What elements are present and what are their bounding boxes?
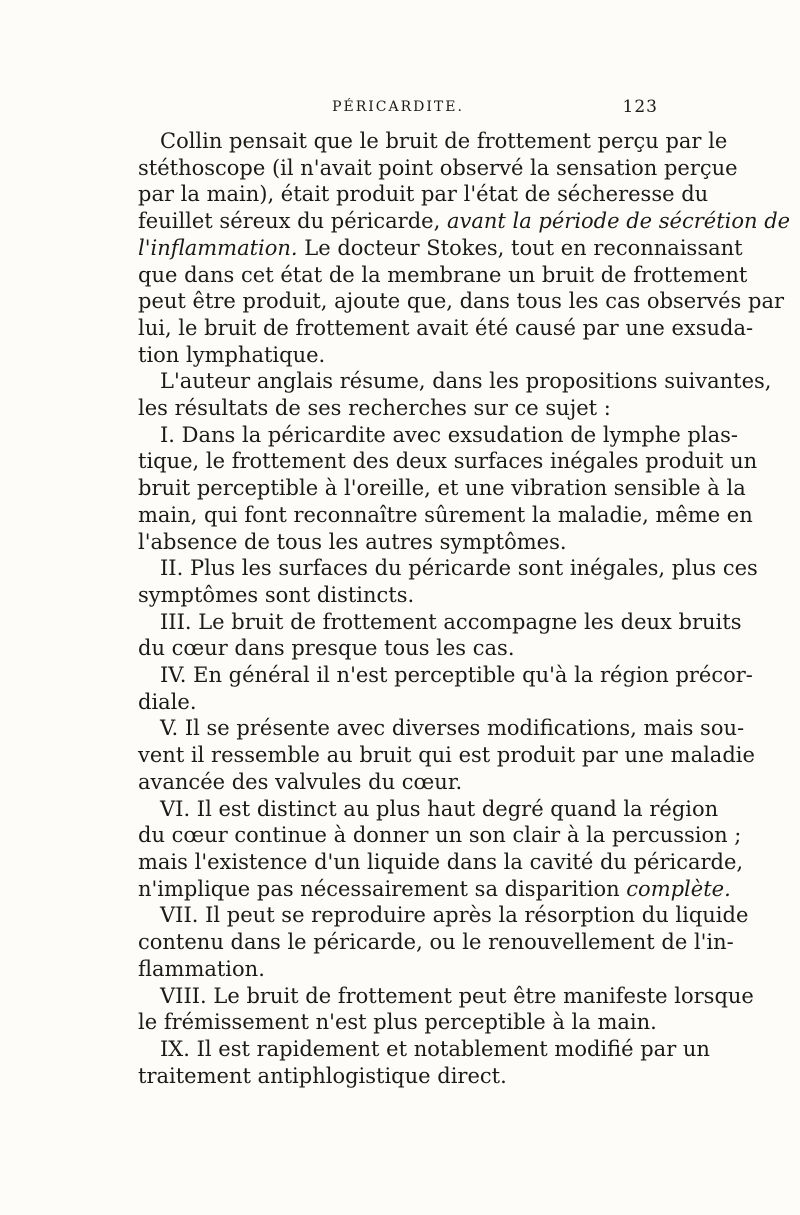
body-text (138, 128, 791, 1089)
text-line: I. Dans la péricardite avec exsudation de lymphe plas- (160, 422, 738, 447)
text-line: l'absence de tous les autres symptômes. (138, 529, 567, 554)
text-line: VIII. Le bruit de frottement peut être manifeste lorsque (160, 983, 754, 1008)
text-line: contenu dans le péricarde, ou le renouvellement de l'in- (138, 930, 734, 955)
text-line: les résultats de ses recherches sur ce sujet : (138, 396, 611, 421)
text-line: L'auteur anglais résume, dans les propositions suivantes, (160, 369, 772, 394)
text-line: feuillet séreux du péricarde, avant la période de sécrétion de (138, 209, 791, 234)
text-line: du cœur continue à donner un son clair à la percussion ; (138, 823, 742, 848)
text-line: stéthoscope (il n'avait point observé la sensation perçue (138, 155, 738, 180)
text-line: symptômes sont distincts. (138, 582, 415, 607)
text-line: du cœur dans presque tous les cas. (138, 636, 515, 661)
running-title: PÉRICARDITE. (332, 99, 464, 115)
text-line: bruit perceptible à l'oreille, et une vibration sensible à la (138, 476, 746, 501)
text-line: tion lymphatique. (138, 342, 326, 367)
text-line: main, qui font reconnaître sûrement la maladie, même en (138, 502, 753, 527)
text-line: III. Le bruit de frottement accompagne les deux bruits (160, 609, 742, 634)
running-head (138, 99, 658, 123)
text-line: par la main), était produit par l'état de sécheresse du (138, 182, 709, 207)
text-line: vent il ressemble au bruit qui est produit par une maladie (138, 743, 755, 768)
text-line: diale. (138, 689, 197, 714)
text-line: le frémissement n'est plus perceptible à la main. (138, 1010, 657, 1035)
text-line: II. Plus les surfaces du péricarde sont inégales, plus ces (160, 556, 758, 581)
italic-phrase: l'inflammation. (138, 235, 298, 260)
text-line: V. Il se présente avec diverses modifications, mais sou- (160, 716, 745, 741)
text-line: n'implique pas nécessairement sa disparition complète. (138, 876, 731, 901)
text-line: VII. Il peut se reproduire après la résorption du liquide (160, 903, 749, 928)
text-line: l'inflammation. Le docteur Stokes, tout en reconnaissant (138, 235, 743, 260)
text-line: tique, le frottement des deux surfaces inégales produit un (138, 449, 758, 474)
text-line: traitement antiphlogistique direct. (138, 1063, 507, 1088)
text-line: mais l'existence d'un liquide dans la cavité du péricarde, (138, 849, 744, 874)
italic-phrase: avant la période de sécrétion de (446, 209, 791, 234)
text-line: IX. Il est rapidement et notablement modifié par un (160, 1036, 710, 1061)
text-line: avancée des valvules du cœur. (138, 769, 463, 794)
text-line: flammation. (138, 956, 265, 981)
text-line: lui, le bruit de frottement avait été causé par une exsuda- (138, 315, 754, 340)
text-line: Collin pensait que le bruit de frottement perçu par le (160, 129, 728, 153)
text-line: que dans cet état de la membrane un bruit de frottement (138, 262, 748, 287)
text-line: IV. En général il n'est perceptible qu'à la région précor- (160, 663, 753, 688)
page-number: 123 (622, 97, 658, 117)
italic-phrase: complète. (626, 876, 731, 901)
text-line: VI. Il est distinct au plus haut degré quand la région (160, 796, 719, 821)
text-line: peut être produit, ajoute que, dans tous les cas observés par (138, 289, 785, 314)
